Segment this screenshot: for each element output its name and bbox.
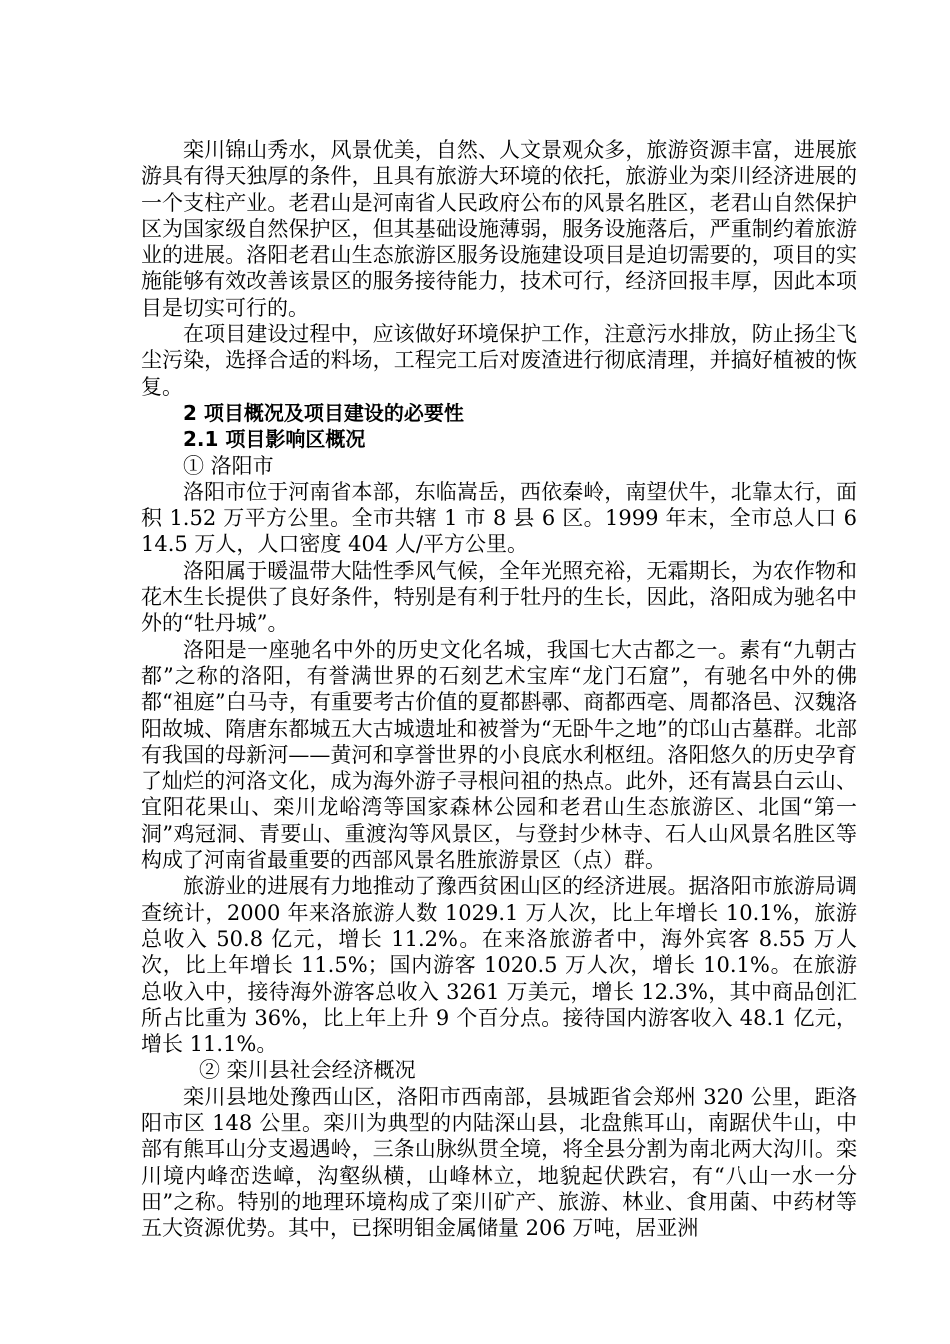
paragraph-luanchuan-geography: 栾川县地处豫西山区，洛阳市西南部，县城距省会郑州 320 公里，距洛阳市区 148 公里。栾川为典型的内陆深山县，北盘熊耳山，南踞伏牛山，中部有熊耳山分支遏遇岭，三条山脉纵贯全境，将全县分割为南北两大沟川。栾川境内峰峦迭嶂，沟壑纵横，山峰林立，地貌起伏跌宕，有“八山一水一分田”之称。特别的地理环境构成了栾川矿产、旅游、林业、食用菌、中药材等五大资源优势。其中，已探明钼金属储量 206 万吨，居亚洲 (141, 1084, 857, 1241)
paragraph-tourism-overview: 栾川锦山秀水，风景优美，自然、人文景观众多，旅游资源丰富，进展旅游具有得天独厚的条件，且具有旅游大环境的依托，旅游业为栾川经济进展的一个支柱产业。老君山是河南省人民政府公布的风景名胜区，老君山自然保护区为国家级自然保护区，但其基础设施薄弱，服务设施落后，严重制约着旅游业的进展。洛阳老君山生态旅游区服务设施建设项目是迫切需要的，项目的实施能够有效改善该景区的服务接待能力，技术可行，经济回报丰厚，因此本项目是切实可行的。 (141, 138, 857, 320)
subheading-luoyang: ① 洛阳市 (183, 453, 274, 478)
section-heading-2-1: 2.1 项目影响区概况 (183, 427, 366, 452)
subheading-luanchuan: ② 栾川县社会经济概况 (199, 1058, 416, 1083)
paragraph-environment-protection: 在项目建设过程中，应该做好环境保护工作，注意污水排放，防止扬尘飞尘污染，选择合适的料场，工程完工后对废渣进行彻底清理，并搞好植被的恢复。 (141, 322, 857, 399)
paragraph-luoyang-climate: 洛阳属于暖温带大陆性季风气候，全年光照充裕，无霜期长，为农作物和花木生长提供了良好条件，特别是有利于牡丹的生长，因此，洛阳成为驰名中外的“牡丹城”。 (141, 558, 857, 636)
paragraph-luoyang-tourism-stats: 旅游业的进展有力地推动了豫西贫困山区的经济进展。据洛阳市旅游局调查统计，2000 年来洛旅游人数 1029.1 万人次，比上年增长 10.1%，旅游总收入 50.8 亿元，增长 11.2%。在来洛旅游者中，海外宾客 8.55 万人次，比上年增长 11.5%；国内游客 1020.5 万人次，增长 10.1%。在旅游总收入中，接待海外游客总收入 3261 万美元，增长 12.3%，其中商品创汇所占比重为 36%，比上年上升 9 个百分点。接待国内游客收入 48.1 亿元，增长 11.1%。 (141, 874, 857, 1057)
document-page (141, 137, 857, 1241)
section-heading-2: 2 项目概况及项目建设的必要性 (183, 400, 464, 425)
paragraph-luoyang-history: 洛阳是一座驰名中外的历史文化名城，我国七大古都之一。素有“九朝古都”之称的洛阳，有誉满世界的石刻艺术宝库“龙门石窟”，有驰名中外的佛都“祖庭”白马寺，有重要考古价值的夏都斟鄩、商都西亳、周都洛邑、汉魏洛阳故城、隋唐东都城五大古城遗址和被誉为“无卧牛之地”的邙山古墓群。北部有我国的母新河——黄河和享誉世界的小良底水利枢纽。洛阳悠久的历史孕育了灿烂的河洛文化，成为海外游子寻根问祖的热点。此外，还有嵩县白云山、宜阳花果山、栾川龙峪湾等国家森林公园和老君山生态旅游区、北国“第一洞”鸡冠洞、青要山、重渡沟等风景区，与登封少林寺、石人山风景名胜区等构成了河南省最重要的西部风景名胜旅游景区（点）群。 (141, 637, 857, 873)
paragraph-luoyang-location: 洛阳市位于河南省本部，东临嵩岳，西依秦岭，南望伏牛，北靠太行，面积 1.52 万平方公里。全市共辖 1 市 8 县 6 区。1999 年末，全市总人口 614.5 万人，人口密度 404 人/平方公里。 (141, 479, 857, 557)
